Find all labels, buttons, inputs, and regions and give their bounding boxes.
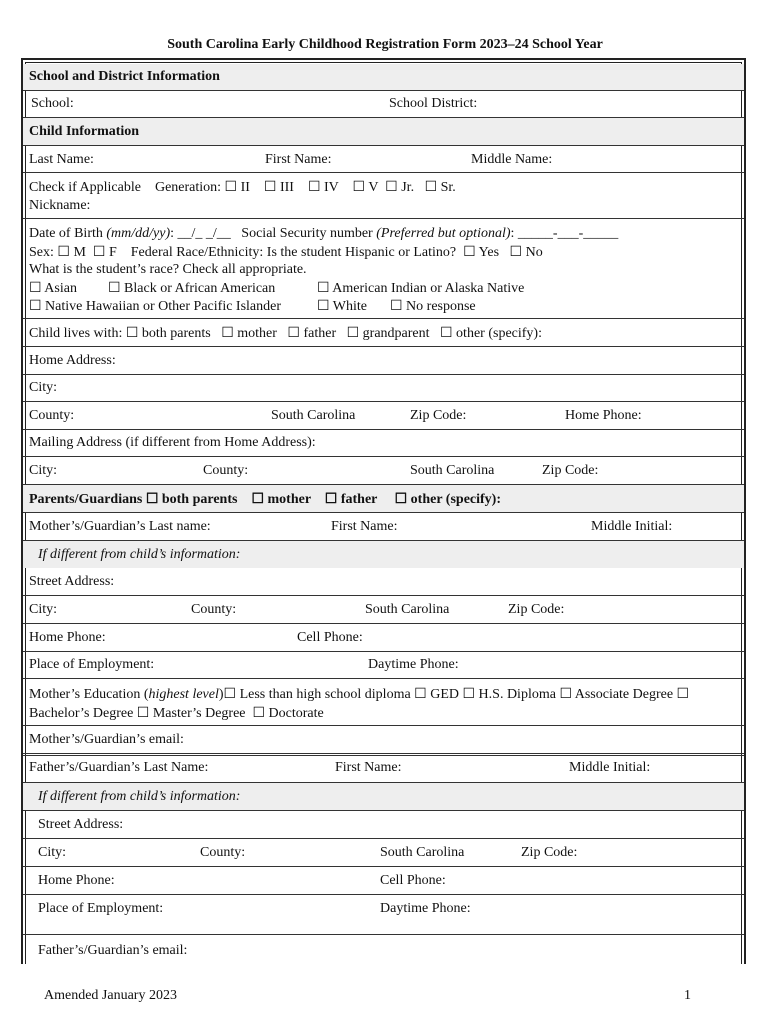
father-email-row[interactable]	[23, 934, 744, 966]
sex-ethnicity-line[interactable]: Sex: ☐ M ☐ F Federal Race/Ethnicity: Is the student Hispanic or Latino? ☐ Yes ☐ No	[29, 245, 543, 260]
page-number: 1	[684, 988, 691, 1003]
race-white-checkbox[interactable]: ☐ White	[317, 299, 368, 314]
mother-employment-row[interactable]	[23, 651, 744, 678]
father-cell-phone-label: Cell Phone:	[380, 873, 446, 888]
city-row[interactable]	[23, 374, 744, 401]
parents-section-heading[interactable]: Parents/Guardians ☐ both parents ☐ mother ☐ father ☐ other (specify):	[29, 492, 502, 507]
mother-if-different-row	[23, 540, 744, 568]
mother-employment-label: Place of Employment:	[29, 657, 155, 672]
dob-label: Date of Birth	[29, 226, 107, 241]
mother-state-label: South Carolina	[365, 602, 450, 617]
father-last-name-label: Father’s/Guardian’s Last Name:	[29, 760, 209, 775]
mother-education-level: highest level	[148, 687, 219, 702]
mother-city-row[interactable]	[23, 595, 744, 623]
mailing-county-label: County:	[203, 463, 249, 478]
father-city-row[interactable]	[23, 838, 744, 866]
race-no-response-checkbox[interactable]: ☐ No response	[390, 299, 476, 314]
dob-format: (mm/dd/yy)	[106, 226, 171, 241]
mother-cell-phone-label: Cell Phone:	[297, 630, 363, 645]
race-question: What is the student’s race? Check all appropriate.	[29, 262, 307, 277]
child-last-name-label: Last Name:	[29, 152, 94, 167]
child-name-row[interactable]	[23, 145, 744, 172]
mother-city-label: City:	[29, 602, 58, 617]
mother-middle-initial-label: Middle Initial:	[591, 519, 673, 534]
father-daytime-phone-label: Daytime Phone:	[380, 901, 471, 916]
lives-with-checkboxes[interactable]: Child lives with: ☐ both parents ☐ mother ☐ father ☐ grandparent ☐ other (specify):	[29, 326, 542, 341]
mailing-city-row[interactable]	[23, 456, 744, 484]
race-indian-checkbox[interactable]: ☐ American Indian or Alaska Native	[317, 281, 525, 296]
school-section-heading: School and District Information	[29, 69, 220, 84]
child-first-name-label: First Name:	[265, 152, 332, 167]
mailing-state-label: South Carolina	[410, 463, 495, 478]
generation-nickname-row[interactable]	[23, 172, 744, 218]
state-label: South Carolina	[271, 408, 356, 423]
mother-education-row[interactable]	[23, 678, 744, 725]
mother-last-name-label: Mother’s/Guardian’s Last name:	[29, 519, 211, 534]
mother-email-label: Mother’s/Guardian’s email:	[29, 732, 184, 747]
home-address-label: Home Address:	[29, 353, 116, 368]
mailing-address-label: Mailing Address (if different from Home Address):	[29, 435, 316, 450]
mother-education-line-2[interactable]: Bachelor’s Degree ☐ Master’s Degree ☐ Doctorate	[29, 706, 324, 721]
home-phone-label: Home Phone:	[565, 408, 642, 423]
mother-education-options[interactable]: )☐ Less than high school diploma ☐ GED ☐ H.S. Diploma ☐ Associate Degree ☐	[218, 687, 690, 702]
child-section-header	[23, 117, 744, 145]
mother-education-label: Mother’s Education (	[29, 687, 149, 702]
mother-education-line-1[interactable]	[29, 686, 689, 703]
father-middle-initial-label: Middle Initial:	[569, 760, 651, 775]
mother-first-name-label: First Name:	[331, 519, 398, 534]
race-asian-checkbox[interactable]: ☐ Asian	[29, 281, 77, 296]
father-if-different-row	[23, 782, 744, 810]
dob-ssn-line[interactable]	[29, 226, 618, 242]
county-label: County:	[29, 408, 75, 423]
city-label: City:	[29, 380, 58, 395]
county-zip-phone-row[interactable]	[23, 401, 744, 429]
father-street-row[interactable]	[23, 810, 744, 838]
mother-phone-row[interactable]	[23, 623, 744, 651]
father-employment-label: Place of Employment:	[38, 901, 164, 916]
dob-blank: : __/_ _/__ Social Security number	[170, 226, 377, 241]
amended-date: Amended January 2023	[44, 988, 177, 1003]
mother-county-label: County:	[191, 602, 237, 617]
mailing-city-label: City:	[29, 463, 58, 478]
mother-street-label: Street Address:	[29, 574, 115, 589]
race-black-checkbox[interactable]: ☐ Black or African American	[108, 281, 276, 296]
ssn-preference: (Preferred but optional)	[376, 226, 511, 241]
school-row[interactable]	[23, 90, 744, 117]
mother-daytime-phone-label: Daytime Phone:	[368, 657, 459, 672]
mailing-zip-label: Zip Code:	[542, 463, 599, 478]
father-if-different-note: If different from child’s information:	[38, 789, 241, 804]
mother-email-row[interactable]	[23, 725, 744, 753]
mother-street-row[interactable]	[23, 568, 744, 595]
registration-form	[21, 58, 746, 964]
district-field-label: School District:	[389, 96, 478, 111]
home-address-row[interactable]	[23, 346, 744, 374]
nickname-label: Nickname:	[29, 198, 91, 213]
race-hawaiian-checkbox[interactable]: ☐ Native Hawaiian or Other Pacific Islander	[29, 299, 282, 314]
father-state-label: South Carolina	[380, 845, 465, 860]
zip-label: Zip Code:	[410, 408, 467, 423]
dob-race-row[interactable]	[23, 218, 744, 318]
father-employment-row[interactable]	[23, 894, 744, 934]
mother-name-row[interactable]	[23, 512, 744, 540]
father-phone-row[interactable]	[23, 866, 744, 894]
child-middle-name-label: Middle Name:	[471, 152, 553, 167]
child-section-heading: Child Information	[29, 124, 140, 139]
father-first-name-label: First Name:	[335, 760, 402, 775]
father-street-label: Street Address:	[38, 817, 124, 832]
mother-home-phone-label: Home Phone:	[29, 630, 106, 645]
school-field-label: School:	[31, 96, 74, 111]
father-zip-label: Zip Code:	[521, 845, 578, 860]
parents-section-header[interactable]	[23, 484, 744, 512]
father-city-label: City:	[38, 845, 67, 860]
generation-checkboxes[interactable]: Check if Applicable Generation: ☐ II ☐ III ☐ IV ☐ V ☐ Jr. ☐ Sr.	[29, 180, 456, 195]
father-email-label: Father’s/Guardian’s email:	[38, 943, 188, 958]
father-county-label: County:	[200, 845, 246, 860]
lives-with-row[interactable]	[23, 318, 744, 346]
ssn-blank: : _____-___-_____	[510, 226, 619, 241]
form-title: South Carolina Early Childhood Registration Form 2023–24 School Year	[167, 37, 603, 52]
school-section-header	[23, 64, 744, 90]
mailing-address-row[interactable]	[23, 429, 744, 456]
father-name-row[interactable]	[23, 756, 744, 782]
father-home-phone-label: Home Phone:	[38, 873, 115, 888]
mother-zip-label: Zip Code:	[508, 602, 565, 617]
mother-if-different-note: If different from child’s information:	[38, 547, 241, 562]
